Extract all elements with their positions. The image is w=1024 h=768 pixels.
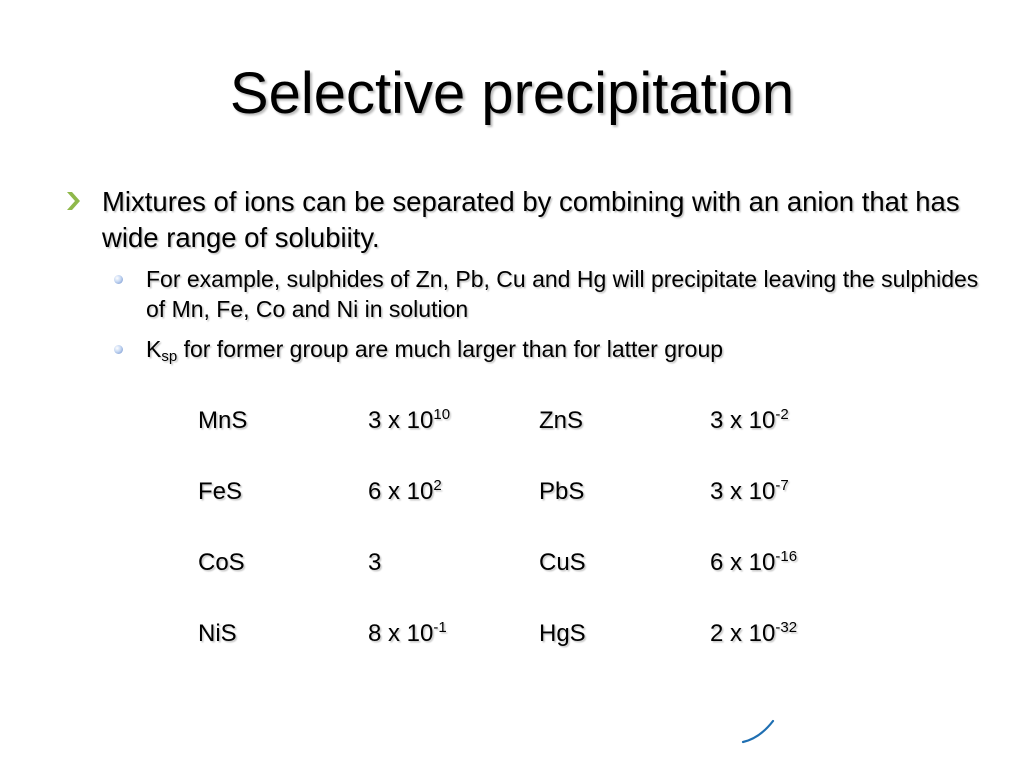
ksp-value-cell: 6 x $10^{-16}$ bbox=[710, 548, 798, 576]
bullet-item-mixtures bbox=[60, 184, 980, 256]
pen-stroke-decoration bbox=[740, 716, 780, 746]
dot-icon bbox=[114, 275, 123, 284]
sub-bullet-ksp bbox=[60, 334, 980, 364]
ksp-value-cell: 3 bbox=[368, 549, 382, 576]
compound-cell: HgS bbox=[539, 620, 586, 647]
bullet-list bbox=[60, 184, 980, 364]
sub-bullet-text: for former group are much larger than for latter group bbox=[177, 336, 724, 362]
compound-cell: CoS bbox=[198, 549, 245, 576]
ksp-value-cell: 3 x $10^{-2}$ bbox=[710, 406, 789, 434]
chevron-right-icon bbox=[62, 186, 84, 216]
ksp-subscript: sp bbox=[161, 348, 178, 365]
compound-cell: ZnS bbox=[539, 407, 584, 434]
ksp-value-cell: 8 x $10^{-1}$ bbox=[368, 619, 447, 647]
ksp-value-cell: 6 x $10^2$ bbox=[368, 477, 442, 505]
compound-cell: FeS bbox=[198, 478, 243, 505]
sub-bullet-example bbox=[60, 264, 980, 324]
ksp-symbol: K bbox=[146, 336, 162, 362]
ksp-value-cell: 3 x $10^{-7}$ bbox=[710, 477, 789, 505]
compound-cell: CuS bbox=[539, 549, 586, 576]
ksp-value-cell: 2 x $10^{-32}$ bbox=[710, 619, 798, 647]
sub-bullet-text: For example, sulphides of Zn, Pb, Cu and Hg will precipitate leaving the sulphides of Mn, Fe, Co and Ni in solution bbox=[146, 266, 979, 322]
compound-cell: NiS bbox=[198, 620, 237, 647]
dot-icon bbox=[114, 345, 123, 354]
ksp-value-cell: 3 x $10^{10}$ bbox=[368, 406, 451, 434]
compound-cell: PbS bbox=[539, 478, 585, 505]
slide-title: Selective precipitation bbox=[229, 61, 795, 126]
bullet-text: Mixtures of ions can be separated by combining with an anion that has wide range of solubiity. bbox=[102, 186, 960, 253]
compound-cell: MnS bbox=[198, 407, 248, 434]
